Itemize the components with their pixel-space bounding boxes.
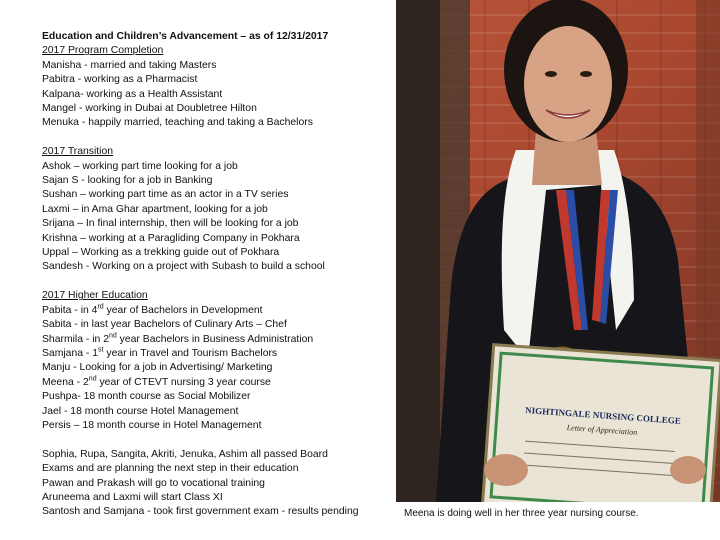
higher-ed-item: Pabita - in 4rd year of Bachelors in Development <box>42 303 263 316</box>
completion-item: Menuka - happily married, teaching and taking a Bachelors <box>42 117 313 129</box>
transition-item: Laxmi – in Ama Ghar apartment, looking for a job <box>42 203 268 215</box>
photo-illustration <box>396 0 720 502</box>
transition-item: Uppal – Working as a trekking guide out of Pokhara <box>42 247 280 259</box>
closing-line: Pawan and Prakash will go to vocational training <box>42 477 265 489</box>
higher-ed-heading: 2017 Higher Education <box>42 290 148 302</box>
completion-item: Pabitra - working as a Pharmacist <box>42 74 198 86</box>
higher-ed-item: Persis – 18 month course in Hotel Management <box>42 419 262 431</box>
completion-item: Kalpana- working as a Health Assistant <box>42 88 223 100</box>
transition-item: Srijana – In final internship, then will be looking for a job <box>42 218 299 230</box>
certificate-title: NIGHTINGALE NURSING COLLEGE <box>524 405 682 426</box>
photo-caption: Meena is doing well in her three year nursing course. <box>404 508 639 519</box>
higher-ed-item: Jael - 18 month course Hotel Management <box>42 405 239 417</box>
text-column <box>42 30 392 520</box>
transition-item: Sajan S - looking for a job in Banking <box>42 175 213 187</box>
higher-ed-item: Sharmila - in 2nd year Bachelors in Business Administration <box>42 332 314 345</box>
transition-item: Krishna – working at a Paragliding Company in Pokhara <box>42 232 300 244</box>
higher-ed-item: Meena - 2nd year of CTEVT nursing 3 year course <box>42 375 271 388</box>
student-photo <box>396 0 720 502</box>
completion-item: Mangel - working in Dubai at Doubletree Hilton <box>42 103 257 115</box>
closing-line: Santosh and Samjana - took first government exam - results pending <box>42 506 359 518</box>
closing-line: Aruneema and Laxmi will start Class XI <box>42 491 223 503</box>
certificate-subtitle: Letter of Appreciation <box>566 422 638 437</box>
face <box>524 26 612 142</box>
transition-item: Sushan – working part time as an actor in a TV series <box>42 189 289 201</box>
completion-heading: 2017 Program Completion <box>42 45 164 57</box>
transition-item: Sandesh - Working on a project with Subash to build a school <box>42 261 325 273</box>
closing-line: Exams and are planning the next step in their education <box>42 463 299 475</box>
higher-ed-item: Sabita - in last year Bachelors of Culinary Arts – Chef <box>42 319 287 331</box>
door-frame <box>396 0 440 502</box>
transition-heading: 2017 Transition <box>42 146 114 158</box>
transition-item: Ashok – working part time looking for a job <box>42 160 238 172</box>
higher-ed-item: Pushpa- 18 month course as Social Mobilizer <box>42 391 251 403</box>
page-title: Education and Children’s Advancement – as of 12/31/2017 <box>42 31 329 42</box>
higher-ed-item: Samjana - 1st year in Travel and Tourism Bachelors <box>42 346 278 359</box>
completion-item: Manisha - married and taking Masters <box>42 59 217 71</box>
higher-ed-item: Manju - Looking for a job in Advertising/ Marketing <box>42 362 273 374</box>
closing-line: Sophia, Rupa, Sangita, Akriti, Jenuka, Ashim all passed Board <box>42 448 328 460</box>
